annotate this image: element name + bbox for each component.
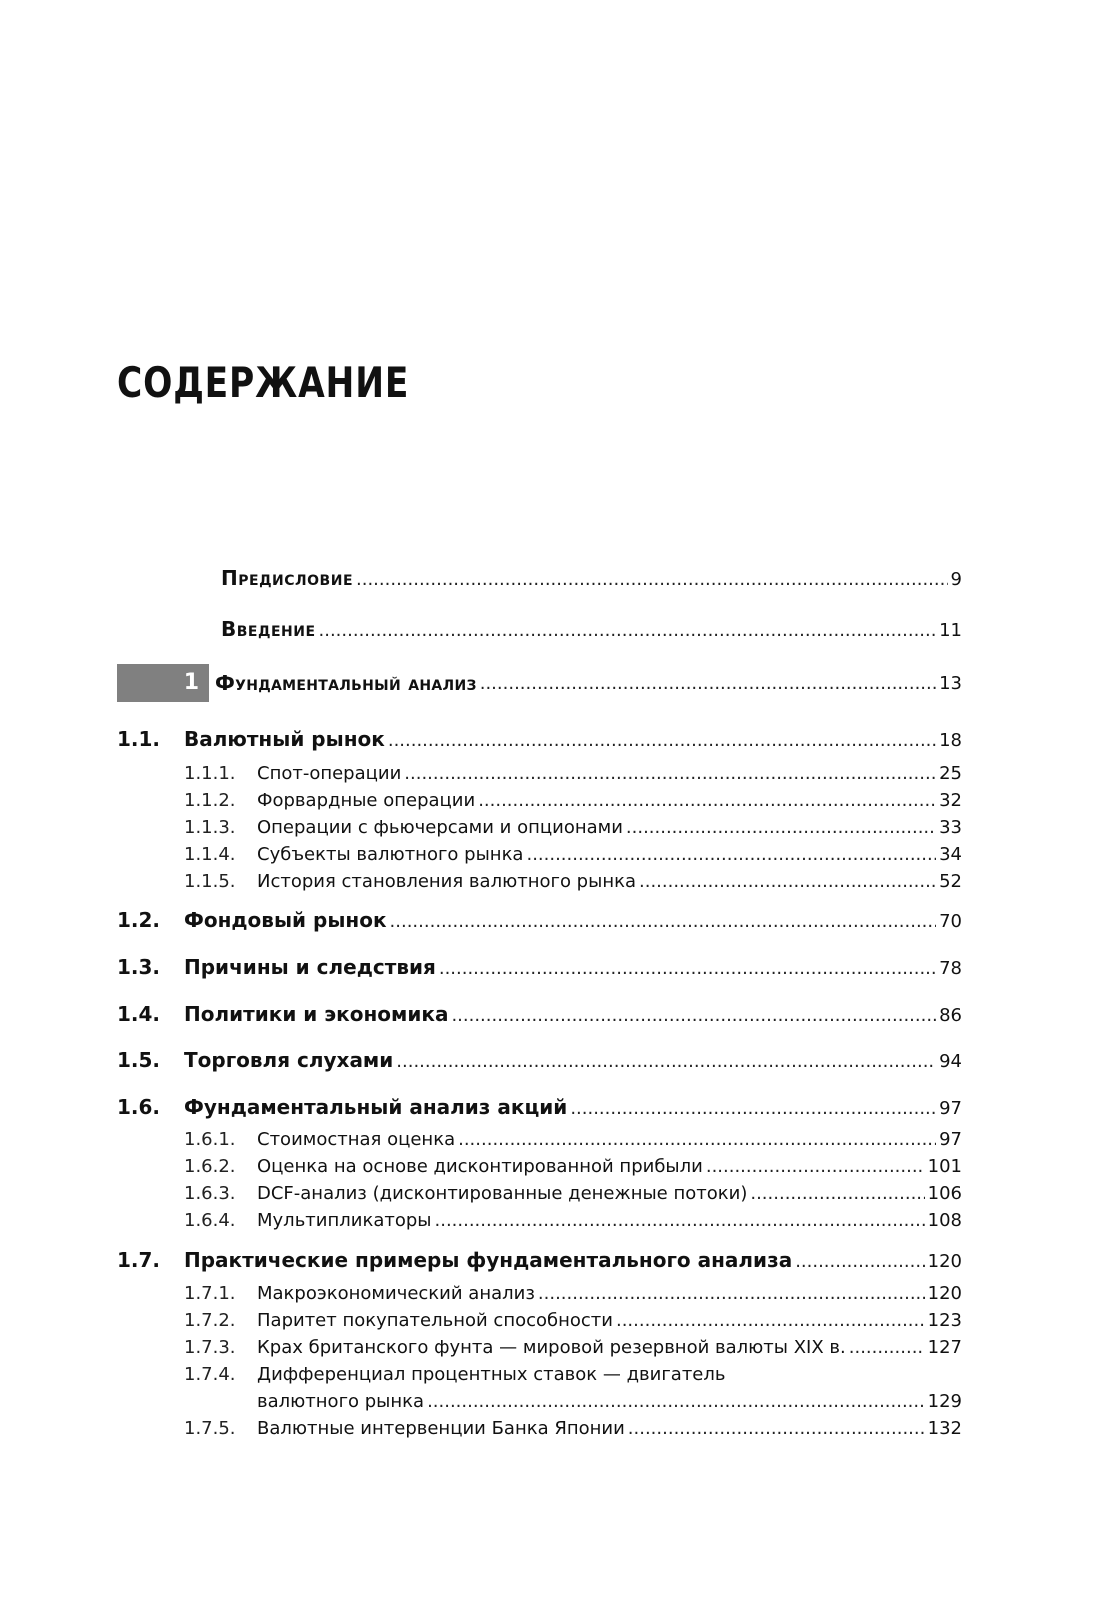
toc-page-number: 33 <box>939 817 962 838</box>
toc-entry-label: Макроэкономический анализ <box>257 1283 535 1304</box>
subsection-number: 1.6.1. <box>184 1129 236 1150</box>
toc-page-number: 97 <box>939 1098 962 1119</box>
section-number: 1.1. <box>117 727 161 751</box>
subsection-number: 1.7.1. <box>184 1283 236 1304</box>
dot-leader <box>849 1337 925 1358</box>
toc-subsection[interactable] <box>117 844 962 865</box>
toc-page-number: 127 <box>927 1337 962 1358</box>
chapter-number-badge: 1 <box>117 664 209 702</box>
dot-leader <box>616 1310 925 1331</box>
toc-subsection[interactable] <box>117 1364 962 1385</box>
toc-entry-label: DCF-анализ (дисконтированные денежные потоки) <box>257 1183 748 1204</box>
toc-page-number: 18 <box>939 730 962 751</box>
subsection-number: 1.7.3. <box>184 1337 236 1358</box>
toc-chapter-1[interactable] <box>117 664 962 702</box>
toc-subsection[interactable] <box>117 1156 962 1177</box>
subsection-number: 1.1.1. <box>184 763 236 784</box>
dot-leader <box>435 1210 925 1231</box>
toc-entry-label: валютного рынка <box>257 1391 425 1412</box>
dot-leader <box>404 763 936 784</box>
dot-leader <box>319 620 937 641</box>
toc-entry-label: Торговля слухами <box>184 1048 394 1072</box>
toc-section[interactable] <box>117 1248 962 1272</box>
toc-page-number: 52 <box>939 871 962 892</box>
toc-entry-label: Фундаментальный анализ акций <box>184 1095 568 1119</box>
toc-entry-label: Субъекты валютного рынка <box>257 844 524 865</box>
toc-subsection[interactable] <box>117 1210 962 1231</box>
toc-subsection[interactable] <box>117 1283 962 1304</box>
toc-page-number: 120 <box>927 1251 962 1272</box>
subsection-number: 1.1.4. <box>184 844 236 865</box>
toc-section[interactable] <box>117 1002 962 1026</box>
toc-entry-preface[interactable] <box>117 566 962 590</box>
toc-subsection[interactable] <box>117 871 962 892</box>
toc-entry-label: Фондовый рынок <box>184 908 387 932</box>
dot-leader <box>478 790 936 811</box>
dot-leader <box>706 1156 925 1177</box>
subsection-number: 1.1.5. <box>184 871 236 892</box>
toc-subsection[interactable] <box>117 1337 962 1358</box>
dot-leader <box>388 730 936 751</box>
dot-leader <box>538 1283 925 1304</box>
subsection-number: 1.6.4. <box>184 1210 236 1231</box>
toc-section[interactable] <box>117 727 962 751</box>
dot-leader <box>795 1251 924 1272</box>
toc-page-number: 9 <box>950 569 962 590</box>
dot-leader <box>628 1418 925 1439</box>
toc-page-number: 129 <box>927 1391 962 1412</box>
toc-entry-label: Предисловие <box>221 566 354 590</box>
dot-leader <box>427 1391 925 1412</box>
toc-entry-label: История становления валютного рынка <box>257 871 636 892</box>
toc-section[interactable] <box>117 908 962 932</box>
toc-section[interactable] <box>117 1048 962 1072</box>
dot-leader <box>390 911 937 932</box>
toc-page-number: 78 <box>939 958 962 979</box>
section-number: 1.4. <box>117 1002 161 1026</box>
dot-leader <box>626 817 936 838</box>
dot-leader <box>458 1129 936 1150</box>
toc-page-number: 70 <box>939 911 962 932</box>
toc-subsection[interactable] <box>117 1183 962 1204</box>
toc-entry-label: Паритет покупательной способности <box>257 1310 613 1331</box>
section-number: 1.2. <box>117 908 161 932</box>
toc-subsection[interactable] <box>117 1129 962 1150</box>
toc-page-number: 123 <box>927 1310 962 1331</box>
page-title: СОДЕРЖАНИЕ <box>117 358 410 407</box>
toc-entry-label: Крах британского фунта — мировой резервной валюты XIX в. <box>257 1337 846 1358</box>
dot-leader <box>480 673 936 694</box>
dot-leader <box>570 1098 936 1119</box>
toc-subsection-continuation[interactable] <box>117 1391 962 1412</box>
subsection-number: 1.6.2. <box>184 1156 236 1177</box>
toc-page-number: 120 <box>927 1283 962 1304</box>
toc-page-number: 25 <box>939 763 962 784</box>
toc-entry-label: Валютный рынок <box>184 727 385 751</box>
toc-entry-label: Дифференциал процентных ставок — двигатель <box>257 1364 726 1385</box>
dot-leader <box>526 844 936 865</box>
toc-page-number: 13 <box>939 672 962 694</box>
toc-entry-label: Форвардные операции <box>257 790 476 811</box>
subsection-number: 1.7.5. <box>184 1418 236 1439</box>
toc-subsection[interactable] <box>117 763 962 784</box>
toc-page-number: 86 <box>939 1005 962 1026</box>
subsection-number: 1.7.4. <box>184 1364 236 1385</box>
toc-entry-label: Оценка на основе дисконтированной прибыли <box>257 1156 703 1177</box>
toc-entry-label: Причины и следствия <box>184 955 436 979</box>
toc-entry-label: Валютные интервенции Банка Японии <box>257 1418 625 1439</box>
section-number: 1.5. <box>117 1048 161 1072</box>
toc-entry-label: Операции с фьючерсами и опционами <box>257 817 623 838</box>
section-number: 1.3. <box>117 955 161 979</box>
section-number: 1.6. <box>117 1095 161 1119</box>
dot-leader <box>439 958 936 979</box>
toc-page-number: 132 <box>927 1418 962 1439</box>
toc-page-number: 106 <box>927 1183 962 1204</box>
toc-page-number: 34 <box>939 844 962 865</box>
toc-entry-label: Фундаментальный анализ <box>215 671 477 695</box>
toc-section[interactable] <box>117 1095 962 1119</box>
dot-leader <box>356 569 948 590</box>
dot-leader <box>396 1051 936 1072</box>
toc-section[interactable] <box>117 955 962 979</box>
toc-subsection[interactable] <box>117 1310 962 1331</box>
toc-page-number: 94 <box>939 1051 962 1072</box>
subsection-number: 1.1.2. <box>184 790 236 811</box>
toc-page-number: 97 <box>939 1129 962 1150</box>
toc-page-number: 101 <box>927 1156 962 1177</box>
dot-leader <box>451 1005 936 1026</box>
toc-entry-label: Введение <box>221 617 316 641</box>
toc-entry-label: Практические примеры фундаментального анализа <box>184 1248 793 1272</box>
dot-leader <box>750 1183 924 1204</box>
subsection-number: 1.1.3. <box>184 817 236 838</box>
toc-page-number: 108 <box>927 1210 962 1231</box>
subsection-number: 1.6.3. <box>184 1183 236 1204</box>
toc-entry-label: Стоимостная оценка <box>257 1129 456 1150</box>
toc-entry-label: Спот-операции <box>257 763 402 784</box>
toc-page-number: 11 <box>939 620 962 641</box>
toc-entry-label: Мультипликаторы <box>257 1210 432 1231</box>
toc-entry-label: Политики и экономика <box>184 1002 449 1026</box>
subsection-number: 1.7.2. <box>184 1310 236 1331</box>
section-number: 1.7. <box>117 1248 161 1272</box>
toc-entry-introduction[interactable] <box>117 617 962 641</box>
toc-subsection[interactable] <box>117 790 962 811</box>
dot-leader <box>639 871 936 892</box>
toc-page-number: 32 <box>939 790 962 811</box>
toc-subsection[interactable] <box>117 1418 962 1439</box>
toc-subsection[interactable] <box>117 817 962 838</box>
